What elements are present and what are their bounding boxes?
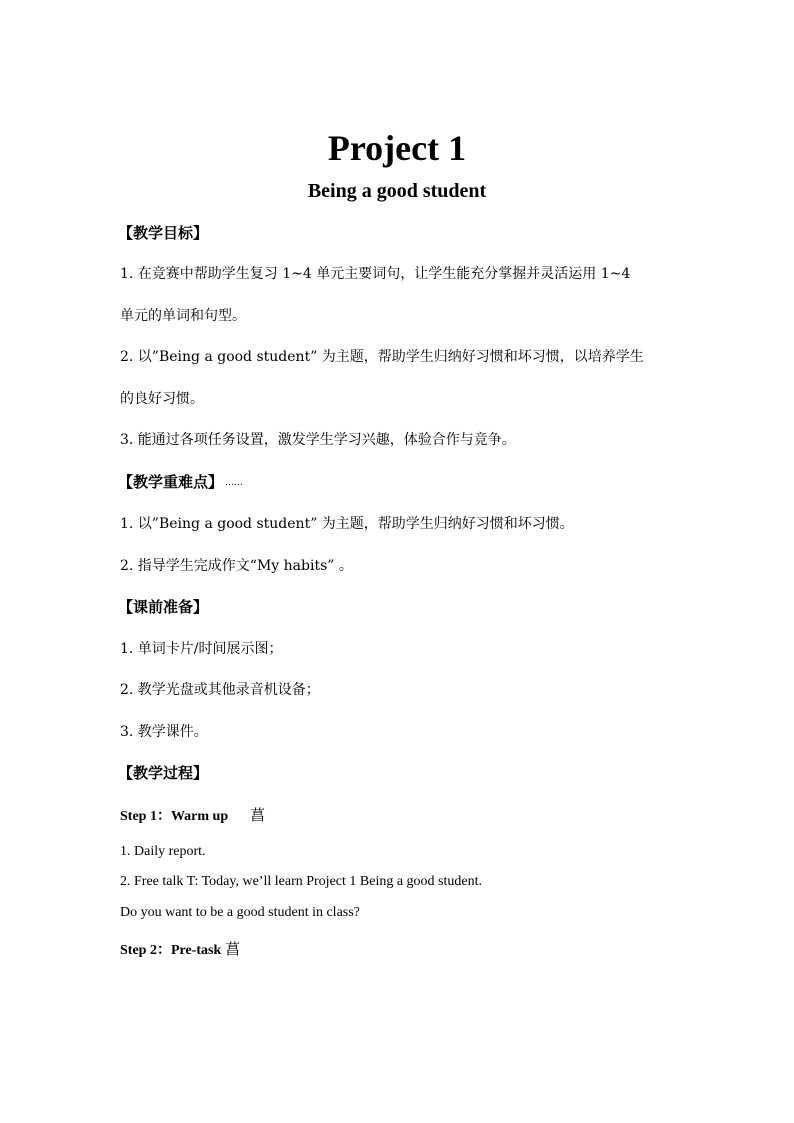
page-title: Project 1 [327,128,467,168]
process-heading: 【教学过程】 [118,764,209,782]
page-subtitle: Being a good student [307,180,487,202]
preparation-line-2: 2. 教学光盘或其他录音机设备； [120,682,320,698]
step-1-label: Step 1：Warm up [120,809,229,824]
objectives-heading: 【教学目标】 [118,224,209,242]
step-1-mark: 菖 [250,808,266,824]
objectives-line-2: 单元的单词和句型。 [120,308,246,324]
objectives-line-3: 2. 以”Being a good student” 为主题，帮助学生归纳好习惯和坏习惯，以培养学生 [120,349,644,365]
step-1-line-3: Do you want to be a good student in class? [120,905,360,920]
preparation-line-3: 3. 教学课件。 [120,724,208,740]
step-1-line-1: 1. Daily report. [120,844,206,859]
key-points-line-1: 1. 以”Being a good student” 为主题，帮助学生归纳好习惯和坏习惯。 [120,516,574,532]
preparation-line-1: 1. 单词卡片/时间展示图； [120,641,283,657]
step-1-line-2: 2. Free talk T: Today, we’ll learn Project 1 Being a good student. [120,874,482,889]
step-2-mark: 菖 [225,942,241,958]
step-1-heading [120,806,265,827]
key-points-heading-extra: …… [225,478,244,488]
step-2-label: Step 2：Pre-task [120,943,222,958]
objectives-line-1: 1. 在竞赛中帮助学生复习 1~4 单元主要词句，让学生能充分掌握并灵活运用 1~4 [120,266,631,282]
key-points-line-2: 2. 指导学生完成作文“My habits” 。 [120,558,353,574]
preparation-heading: 【课前准备】 [118,598,209,616]
objectives-line-4: 的良好习惯。 [120,391,204,407]
key-points-heading-text: 【教学重难点】 [118,473,224,491]
step-2-heading [120,940,240,961]
objectives-line-5: 3. 能通过各项任务设置，激发学生学习兴趣，体验合作与竞争。 [120,432,516,448]
key-points-heading [118,472,243,493]
